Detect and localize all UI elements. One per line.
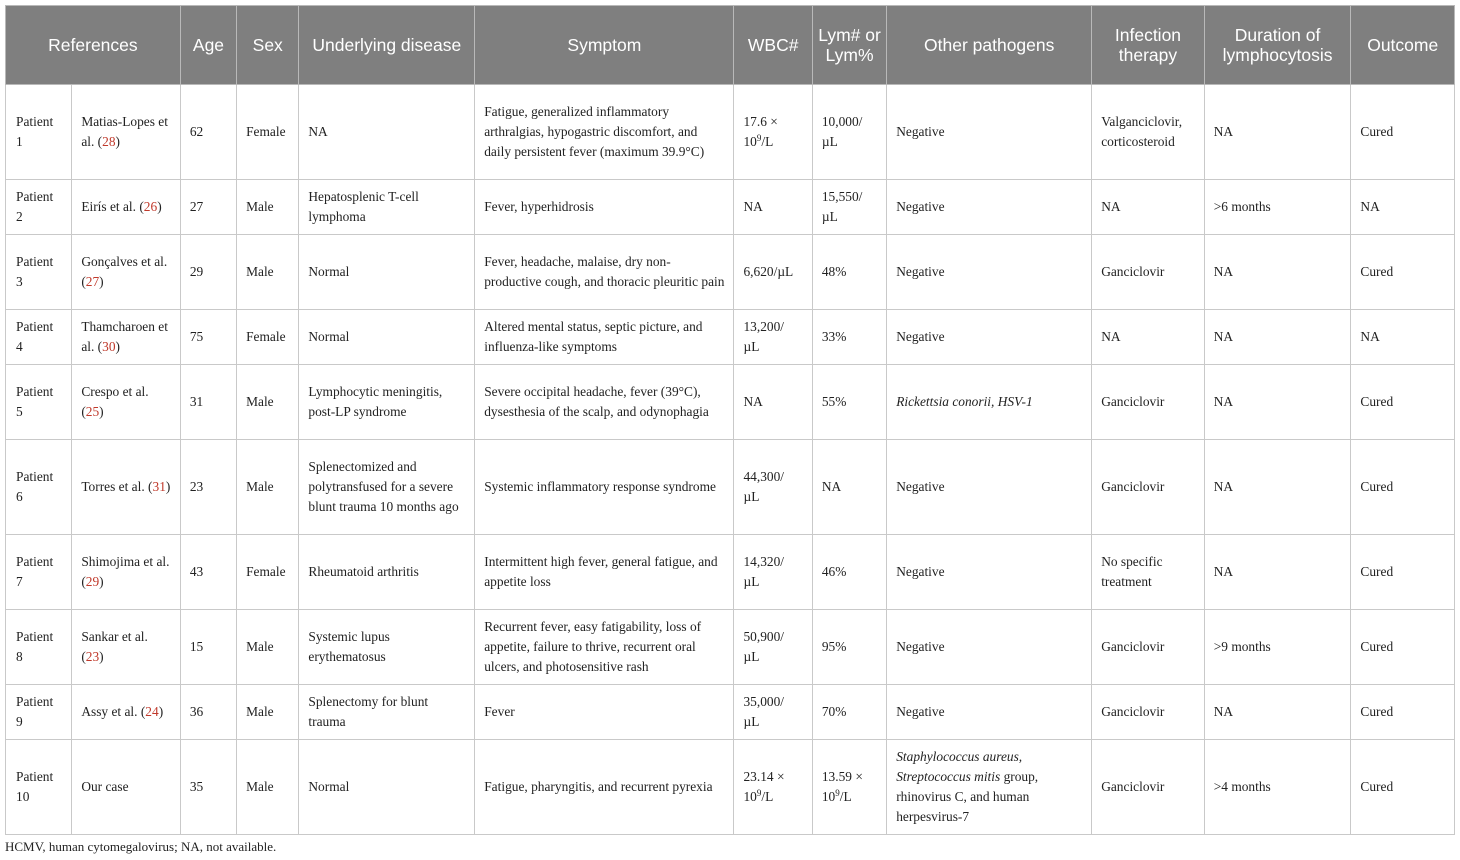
- symptom-cell: Systemic inflammatory response syndrome: [475, 440, 734, 535]
- reference-author: Shimojima et al.: [81, 554, 170, 569]
- age-cell: 23: [180, 440, 236, 535]
- citation-link[interactable]: 25: [85, 404, 100, 419]
- other-pathogens-cell: [887, 740, 1092, 835]
- table-row: [6, 235, 1455, 310]
- table-row: [6, 685, 1455, 740]
- lym-cell: [812, 610, 886, 685]
- other-pathogens-cell: [887, 685, 1092, 740]
- table-body: [6, 85, 1455, 835]
- other-pathogens-text: Negative: [896, 639, 945, 654]
- reference-author: Matias-Lopes et al.: [81, 114, 168, 149]
- table-row: [6, 440, 1455, 535]
- table-row: [6, 180, 1455, 235]
- age-cell: 27: [180, 180, 236, 235]
- table-row: [6, 310, 1455, 365]
- infection-therapy-cell: Ganciclovir: [1092, 235, 1205, 310]
- reference-author: Thamcharoen et al.: [81, 319, 168, 354]
- outcome-cell: Cured: [1351, 440, 1455, 535]
- header-wbc: WBC#: [734, 6, 812, 85]
- wbc-value: NA: [743, 394, 763, 409]
- reference-cell: Sankar et al. (23): [72, 610, 181, 685]
- reference-author: Sankar et al.: [81, 629, 148, 644]
- header-duration: Duration of lymphocytosis: [1204, 6, 1351, 85]
- citation-link[interactable]: 29: [85, 574, 100, 589]
- age-cell: 31: [180, 365, 236, 440]
- age-cell: 62: [180, 85, 236, 180]
- wbc-cell: [734, 85, 812, 180]
- wbc-value: 17.6 × 10: [743, 114, 778, 149]
- lym-value: 13.59 × 10: [821, 769, 863, 804]
- lym-cell: [812, 685, 886, 740]
- table-row: [6, 85, 1455, 180]
- symptom-cell: Intermittent high fever, general fatigue, and appetite loss: [475, 535, 734, 610]
- infection-therapy-cell: Ganciclovir: [1092, 610, 1205, 685]
- other-pathogens-text: Negative: [896, 264, 945, 279]
- wbc-cell: [734, 180, 812, 235]
- reference-cell: Thamcharoen et al. (30): [72, 310, 181, 365]
- lym-cell: [812, 180, 886, 235]
- patient-cell: Patient 9: [6, 685, 72, 740]
- symptom-cell: Fever: [475, 685, 734, 740]
- patient-cell: Patient 3: [6, 235, 72, 310]
- lym-value: 15,550/ µL: [821, 189, 863, 224]
- citation-link[interactable]: 23: [85, 649, 100, 664]
- infection-therapy-cell: NA: [1092, 180, 1205, 235]
- other-pathogens-text: Negative: [896, 479, 945, 494]
- duration-cell: NA: [1204, 85, 1351, 180]
- sex-cell: Male: [237, 180, 299, 235]
- sex-cell: Female: [237, 85, 299, 180]
- outcome-cell: Cured: [1351, 235, 1455, 310]
- symptom-cell: Fever, headache, malaise, dry non-productive cough, and thoracic pleuritic pain: [475, 235, 734, 310]
- header-lym: Lym# or Lym%: [812, 6, 886, 85]
- patient-cell: Patient 7: [6, 535, 72, 610]
- symptom-cell: Altered mental status, septic picture, and influenza-like symptoms: [475, 310, 734, 365]
- patient-cell: Patient 8: [6, 610, 72, 685]
- lym-cell: [812, 440, 886, 535]
- other-pathogens-text: Negative: [896, 199, 945, 214]
- symptom-cell: Fatigue, generalized inflammatory arthralgias, hypogastric discomfort, and daily persistent fever (maximum 39.9°C): [475, 85, 734, 180]
- sex-cell: Male: [237, 685, 299, 740]
- citation-link[interactable]: 27: [85, 274, 100, 289]
- other-pathogens-text: Negative: [896, 564, 945, 579]
- lym-value: 33%: [821, 329, 847, 344]
- reference-author: Crespo et al.: [81, 384, 149, 399]
- reference-cell: Matias-Lopes et al. (28): [72, 85, 181, 180]
- symptom-cell: Fever, hyperhidrosis: [475, 180, 734, 235]
- duration-cell: NA: [1204, 440, 1351, 535]
- outcome-cell: Cured: [1351, 740, 1455, 835]
- outcome-cell: Cured: [1351, 685, 1455, 740]
- underlying-disease-cell: Normal: [299, 310, 475, 365]
- reference-cell: Crespo et al. (25): [72, 365, 181, 440]
- other-pathogens-text: Negative: [896, 704, 945, 719]
- wbc-value: NA: [743, 199, 763, 214]
- other-pathogens-cell: [887, 535, 1092, 610]
- duration-cell: NA: [1204, 235, 1351, 310]
- infection-therapy-cell: Ganciclovir: [1092, 365, 1205, 440]
- reference-cell: Shimojima et al. (29): [72, 535, 181, 610]
- lym-cell: [812, 310, 886, 365]
- lym-value: 48%: [821, 264, 847, 279]
- header-outcome: Outcome: [1351, 6, 1455, 85]
- table-row: [6, 535, 1455, 610]
- lym-value: 95%: [821, 639, 847, 654]
- other-pathogens-cell: [887, 365, 1092, 440]
- reference-author: Torres et al.: [81, 479, 145, 494]
- underlying-disease-cell: Normal: [299, 740, 475, 835]
- lym-value: 70%: [821, 704, 847, 719]
- underlying-disease-cell: Splenectomized and polytransfused for a severe blunt trauma 10 months ago: [299, 440, 475, 535]
- citation-link[interactable]: 24: [145, 704, 159, 719]
- sex-cell: Male: [237, 610, 299, 685]
- other-pathogens-cell: [887, 440, 1092, 535]
- reference-cell: Assy et al. (24): [72, 685, 181, 740]
- lym-exponent: 9: [835, 788, 840, 798]
- citation-link[interactable]: 31: [152, 479, 166, 494]
- table-footnote: HCMV, human cytomegalovirus; NA, not available.: [5, 839, 277, 854]
- sex-cell: Male: [237, 365, 299, 440]
- outcome-cell: Cured: [1351, 85, 1455, 180]
- age-cell: 75: [180, 310, 236, 365]
- underlying-disease-cell: Systemic lupus erythematosus: [299, 610, 475, 685]
- duration-cell: >9 months: [1204, 610, 1351, 685]
- table-row: [6, 365, 1455, 440]
- underlying-disease-cell: Lymphocytic meningitis, post-LP syndrome: [299, 365, 475, 440]
- wbc-value: 13,200/ µL: [743, 319, 785, 354]
- wbc-unit: /L: [761, 789, 774, 804]
- underlying-disease-cell: Normal: [299, 235, 475, 310]
- header-symptom: Symptom: [475, 6, 734, 85]
- infection-therapy-cell: No specific treatment: [1092, 535, 1205, 610]
- table-row: [6, 740, 1455, 835]
- lym-cell: [812, 85, 886, 180]
- age-cell: 29: [180, 235, 236, 310]
- other-pathogens-cell: [887, 310, 1092, 365]
- other-pathogens-cell: [887, 85, 1092, 180]
- symptom-cell: Fatigue, pharyngitis, and recurrent pyrexia: [475, 740, 734, 835]
- duration-cell: NA: [1204, 310, 1351, 365]
- duration-cell: NA: [1204, 365, 1351, 440]
- other-pathogens-cell: [887, 180, 1092, 235]
- citation-link[interactable]: 26: [143, 199, 158, 214]
- underlying-disease-cell: Splenectomy for blunt trauma: [299, 685, 475, 740]
- other-pathogens-cell: [887, 235, 1092, 310]
- underlying-disease-cell: Hepatosplenic T-cell lymphoma: [299, 180, 475, 235]
- lym-value: 55%: [821, 394, 847, 409]
- duration-cell: >4 months: [1204, 740, 1351, 835]
- citation-link[interactable]: 28: [102, 134, 116, 149]
- other-pathogens-rest: group, rhinovirus C, and human herpesvirus-7: [896, 769, 1039, 824]
- wbc-value: 35,000/ µL: [743, 694, 785, 729]
- outcome-cell: Cured: [1351, 535, 1455, 610]
- table-row: [6, 610, 1455, 685]
- wbc-exponent: 9: [756, 133, 762, 143]
- wbc-value: 50,900/ µL: [743, 629, 785, 664]
- header-sex: Sex: [237, 6, 299, 85]
- other-pathogens-cell: [887, 610, 1092, 685]
- wbc-cell: [734, 440, 812, 535]
- reference-author: Our case: [81, 779, 129, 794]
- header-age: Age: [180, 6, 236, 85]
- symptom-cell: Recurrent fever, easy fatigability, loss of appetite, failure to thrive, recurrent oral ulcers, and photosensitive rash: [475, 610, 734, 685]
- reference-cell: Gonçalves et al. (27): [72, 235, 181, 310]
- wbc-unit: /L: [761, 134, 774, 149]
- pathogen-species: Staphylococcus aureus, Streptococcus mitis: [896, 749, 1023, 784]
- infection-therapy-cell: Ganciclovir: [1092, 685, 1205, 740]
- infection-therapy-cell: Ganciclovir: [1092, 440, 1205, 535]
- lym-value: 46%: [821, 564, 847, 579]
- duration-cell: >6 months: [1204, 180, 1351, 235]
- comparison-table: [5, 5, 1455, 835]
- reference-cell: Torres et al. (31): [72, 440, 181, 535]
- symptom-cell: Severe occipital headache, fever (39°C), dysesthesia of the scalp, and odynophagia: [475, 365, 734, 440]
- reference-author: Eirís et al.: [81, 199, 136, 214]
- header-underlying-disease: Underlying disease: [299, 6, 475, 85]
- patient-cell: Patient 4: [6, 310, 72, 365]
- header-references: References: [6, 6, 181, 85]
- reference-author: Gonçalves et al.: [81, 254, 168, 269]
- outcome-cell: Cured: [1351, 610, 1455, 685]
- wbc-value: 14,320/ µL: [743, 554, 785, 589]
- reference-cell: [72, 740, 181, 835]
- patient-cell: Patient 2: [6, 180, 72, 235]
- reference-cell: Eirís et al. (26): [72, 180, 181, 235]
- sex-cell: Female: [237, 310, 299, 365]
- age-cell: 43: [180, 535, 236, 610]
- patient-cell: Patient 6: [6, 440, 72, 535]
- underlying-disease-cell: NA: [299, 85, 475, 180]
- wbc-value: 44,300/ µL: [743, 469, 785, 504]
- header-row: [6, 6, 1455, 85]
- duration-cell: NA: [1204, 535, 1351, 610]
- wbc-cell: [734, 365, 812, 440]
- sex-cell: Male: [237, 440, 299, 535]
- wbc-exponent: 9: [756, 788, 762, 798]
- sex-cell: Female: [237, 535, 299, 610]
- lym-value: NA: [821, 479, 842, 494]
- patient-cell: Patient 5: [6, 365, 72, 440]
- wbc-cell: [734, 310, 812, 365]
- infection-therapy-cell: Ganciclovir: [1092, 740, 1205, 835]
- outcome-cell: NA: [1351, 310, 1455, 365]
- wbc-cell: [734, 235, 812, 310]
- header-infection-therapy: Infection therapy: [1092, 6, 1205, 85]
- lym-cell: [812, 535, 886, 610]
- lym-cell: [812, 740, 886, 835]
- wbc-value: 23.14 × 10: [743, 769, 785, 804]
- patient-cell: Patient 1: [6, 85, 72, 180]
- outcome-cell: NA: [1351, 180, 1455, 235]
- duration-cell: NA: [1204, 685, 1351, 740]
- wbc-cell: [734, 740, 812, 835]
- wbc-cell: [734, 535, 812, 610]
- reference-author: Assy et al.: [81, 704, 138, 719]
- wbc-value: 6,620/µL: [743, 264, 794, 279]
- lym-unit: /L: [839, 789, 852, 804]
- age-cell: 35: [180, 740, 236, 835]
- citation-link[interactable]: 30: [102, 339, 116, 354]
- lym-cell: [812, 235, 886, 310]
- wbc-cell: [734, 685, 812, 740]
- underlying-disease-cell: Rheumatoid arthritis: [299, 535, 475, 610]
- wbc-cell: [734, 610, 812, 685]
- other-pathogens-text: Negative: [896, 329, 945, 344]
- lym-cell: [812, 365, 886, 440]
- lym-value: 10,000/ µL: [821, 114, 863, 149]
- age-cell: 15: [180, 610, 236, 685]
- patient-cell: Patient 10: [6, 740, 72, 835]
- other-pathogens-text: Negative: [896, 124, 945, 139]
- infection-therapy-cell: NA: [1092, 310, 1205, 365]
- age-cell: 36: [180, 685, 236, 740]
- infection-therapy-cell: Valganciclovir, corticosteroid: [1092, 85, 1205, 180]
- sex-cell: Male: [237, 740, 299, 835]
- pathogen-species: Rickettsia conorii, HSV-1: [896, 394, 1033, 409]
- header-other-pathogens: Other pathogens: [887, 6, 1092, 85]
- outcome-cell: Cured: [1351, 365, 1455, 440]
- sex-cell: Male: [237, 235, 299, 310]
